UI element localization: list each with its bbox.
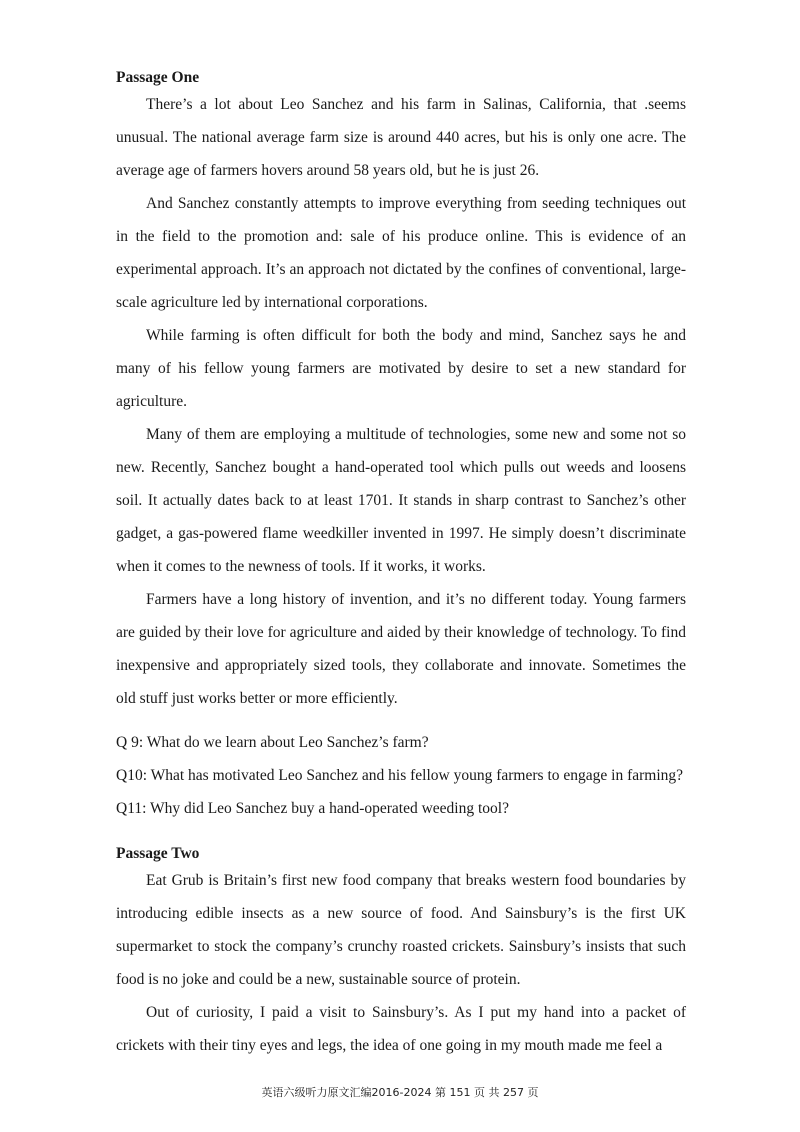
page-footer: 英语六级听力原文汇编2016-2024 第 151 页 共 257 页 xyxy=(261,1086,539,1099)
passage-one-body xyxy=(116,88,686,715)
passage-two-body xyxy=(116,864,686,1062)
paragraph: Eat Grub is Britain’s first new food company that breaks western food boundaries by introducing edible insects as a new source of food. And Sainsbury’s is the first UK supermarket to stock the company’s crunchy roasted crickets. Sainsbury’s insists that such food is no joke and could be a new, sustainable source of protein. xyxy=(116,872,686,988)
question-item: Q11: Why did Leo Sanchez buy a hand-operated weeding tool? xyxy=(116,800,509,817)
paragraph: There’s a lot about Leo Sanchez and his farm in Salinas, California, that .seems unusual. The national average farm size is around 440 acres, but his is only one acre. The average age of farmers hovers around 58 years old, but he is just 26. xyxy=(116,96,686,179)
paragraph: While farming is often difficult for both the body and mind, Sanchez says he and many of his fellow young farmers are motivated by desire to set a new standard for agriculture. xyxy=(116,327,686,410)
passage-one-title: Passage One xyxy=(116,69,200,86)
paragraph: Farmers have a long history of invention, and it’s no different today. Young farmers are guided by their love for agriculture and aided by their knowledge of technology. To find inexpensive and appropriately sized tools, they collaborate and innovate. Sometimes the old stuff just works better or more efficiently. xyxy=(116,591,686,707)
question-item: Q10: What has motivated Leo Sanchez and his fellow young farmers to engage in farming? xyxy=(116,767,684,784)
paragraph: Many of them are employing a multitude of technologies, some new and some not so new. Recently, Sanchez bought a hand-operated tool which pulls out weeds and loosens soil. It actually dates back to at least 1701. It stands in sharp contrast to Sanchez’s other gadget, a gas-powered flame weedkiller invented in 1997. He simply doesn’t discriminate when it comes to the newness of tools. If it works, it works. xyxy=(116,426,686,575)
question-item: Q 9: What do we learn about Leo Sanchez’s farm? xyxy=(116,734,429,751)
paragraph: And Sanchez constantly attempts to improve everything from seeding techniques out in the field to the promotion and: sale of his produce online. This is evidence of an experimental approach. It’s an approach not dictated by the confines of conventional, large-scale agriculture led by international corporations. xyxy=(116,195,686,311)
passage-one-questions xyxy=(116,726,686,825)
page-content xyxy=(116,68,686,1062)
passage-two-title: Passage Two xyxy=(116,845,200,862)
paragraph: Out of curiosity, I paid a visit to Sainsbury’s. As I put my hand into a packet of crickets with their tiny eyes and legs, the idea of one going in my mouth made me feel a xyxy=(116,1004,686,1054)
